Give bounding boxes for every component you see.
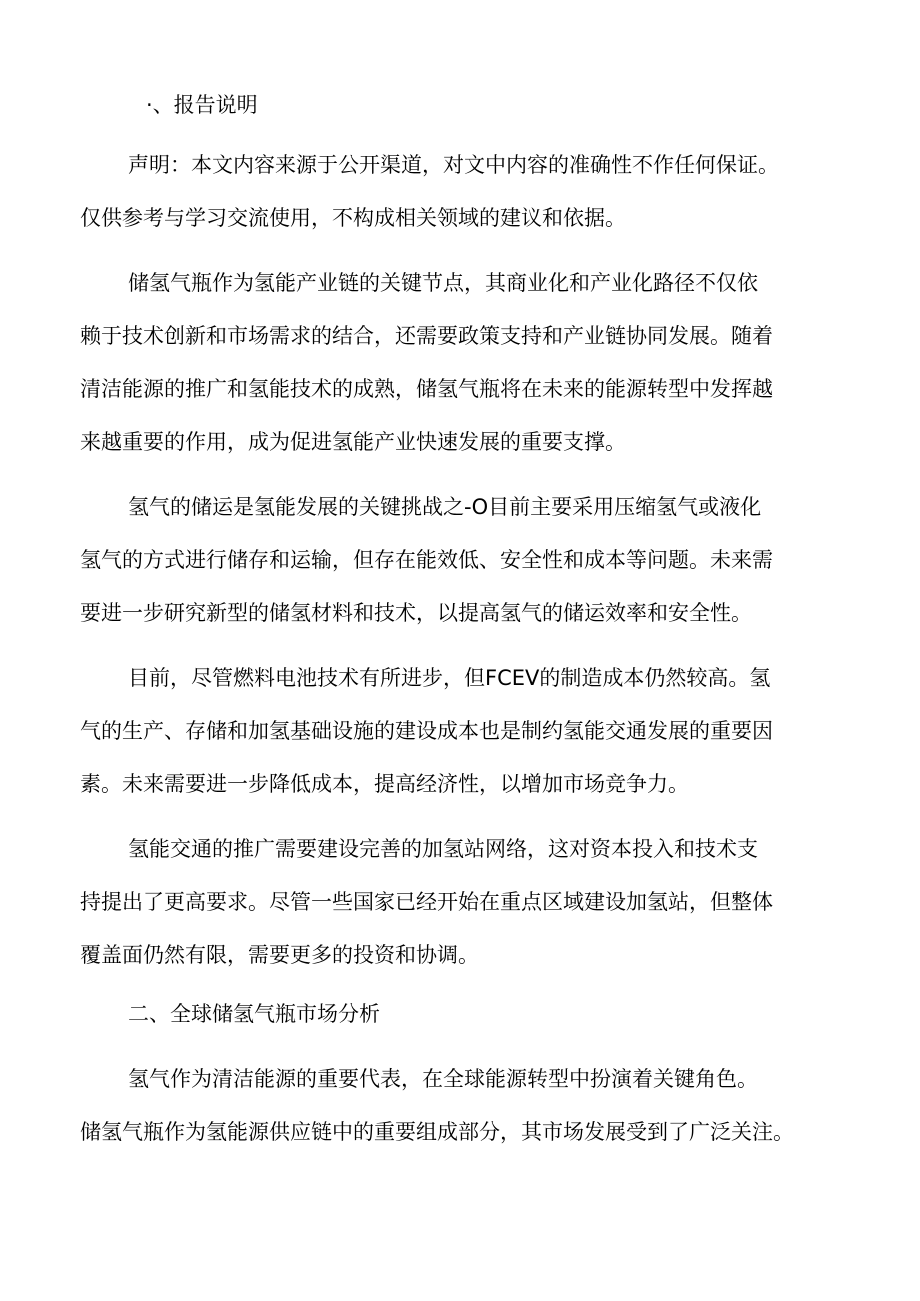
paragraph-line: 声明：本文内容来源于公开渠道，对文中内容的准确性不作任何保证。 bbox=[128, 153, 779, 177]
paragraph-line: 氢气的方式进行储存和运输，但存在能效低、安全性和成本等问题。未来需 bbox=[80, 548, 773, 572]
section-1-heading: ·、报告说明 bbox=[146, 93, 258, 117]
paragraph-line: 氢气作为清洁能源的重要代表，在全球能源转型中扮演着关键角色。 bbox=[128, 1067, 758, 1091]
section-2-heading: 二、全球储氢气瓶市场分析 bbox=[128, 1002, 380, 1026]
paragraph-line: 持提出了更高要求。尽管一些国家已经开始在重点区域建设加氢站，但整体 bbox=[80, 890, 773, 914]
paragraph-line: 目前，尽管燃料电池技术有所进步，但FCEV的制造成本仍然较高。氢 bbox=[128, 666, 771, 690]
paragraph-line: 赖于技术创新和市场需求的结合，还需要政策支持和产业链协同发展。随着 bbox=[80, 324, 773, 348]
paragraph-line: 覆盖面仍然有限，需要更多的投资和协调。 bbox=[80, 943, 479, 967]
paragraph-line: 储氢气瓶作为氢能产业链的关键节点，其商业化和产业化路径不仅依 bbox=[128, 271, 758, 295]
paragraph-line: 氢气的储运是氢能发展的关键挑战之-O目前主要采用压缩氢气或液化 bbox=[128, 495, 762, 519]
paragraph-line: 储氢气瓶作为氢能源供应链中的重要组成部分，其市场发展受到了广泛关注。 bbox=[80, 1120, 794, 1144]
paragraph-line: 仅供参考与学习交流使用，不构成相关领域的建议和依据。 bbox=[80, 206, 626, 230]
paragraph-line: 要进一步研究新型的储氢材料和技术，以提高氢气的储运效率和安全性。 bbox=[80, 601, 752, 625]
paragraph-line: 素。未来需要进一步降低成本，提高经济性，以增加市场竞争力。 bbox=[80, 772, 689, 796]
paragraph-line: 氢能交通的推广需要建设完善的加氢站网络，这对资本投入和技术支 bbox=[128, 837, 758, 861]
paragraph-line: 气的生产、存储和加氢基础设施的建设成本也是制约氢能交通发展的重要因 bbox=[80, 719, 773, 743]
paragraph-line: 清洁能源的推广和氢能技术的成熟，储氢气瓶将在未来的能源转型中发挥越 bbox=[80, 377, 773, 401]
paragraph-line: 来越重要的作用，成为促进氢能产业快速发展的重要支撑。 bbox=[80, 430, 626, 454]
